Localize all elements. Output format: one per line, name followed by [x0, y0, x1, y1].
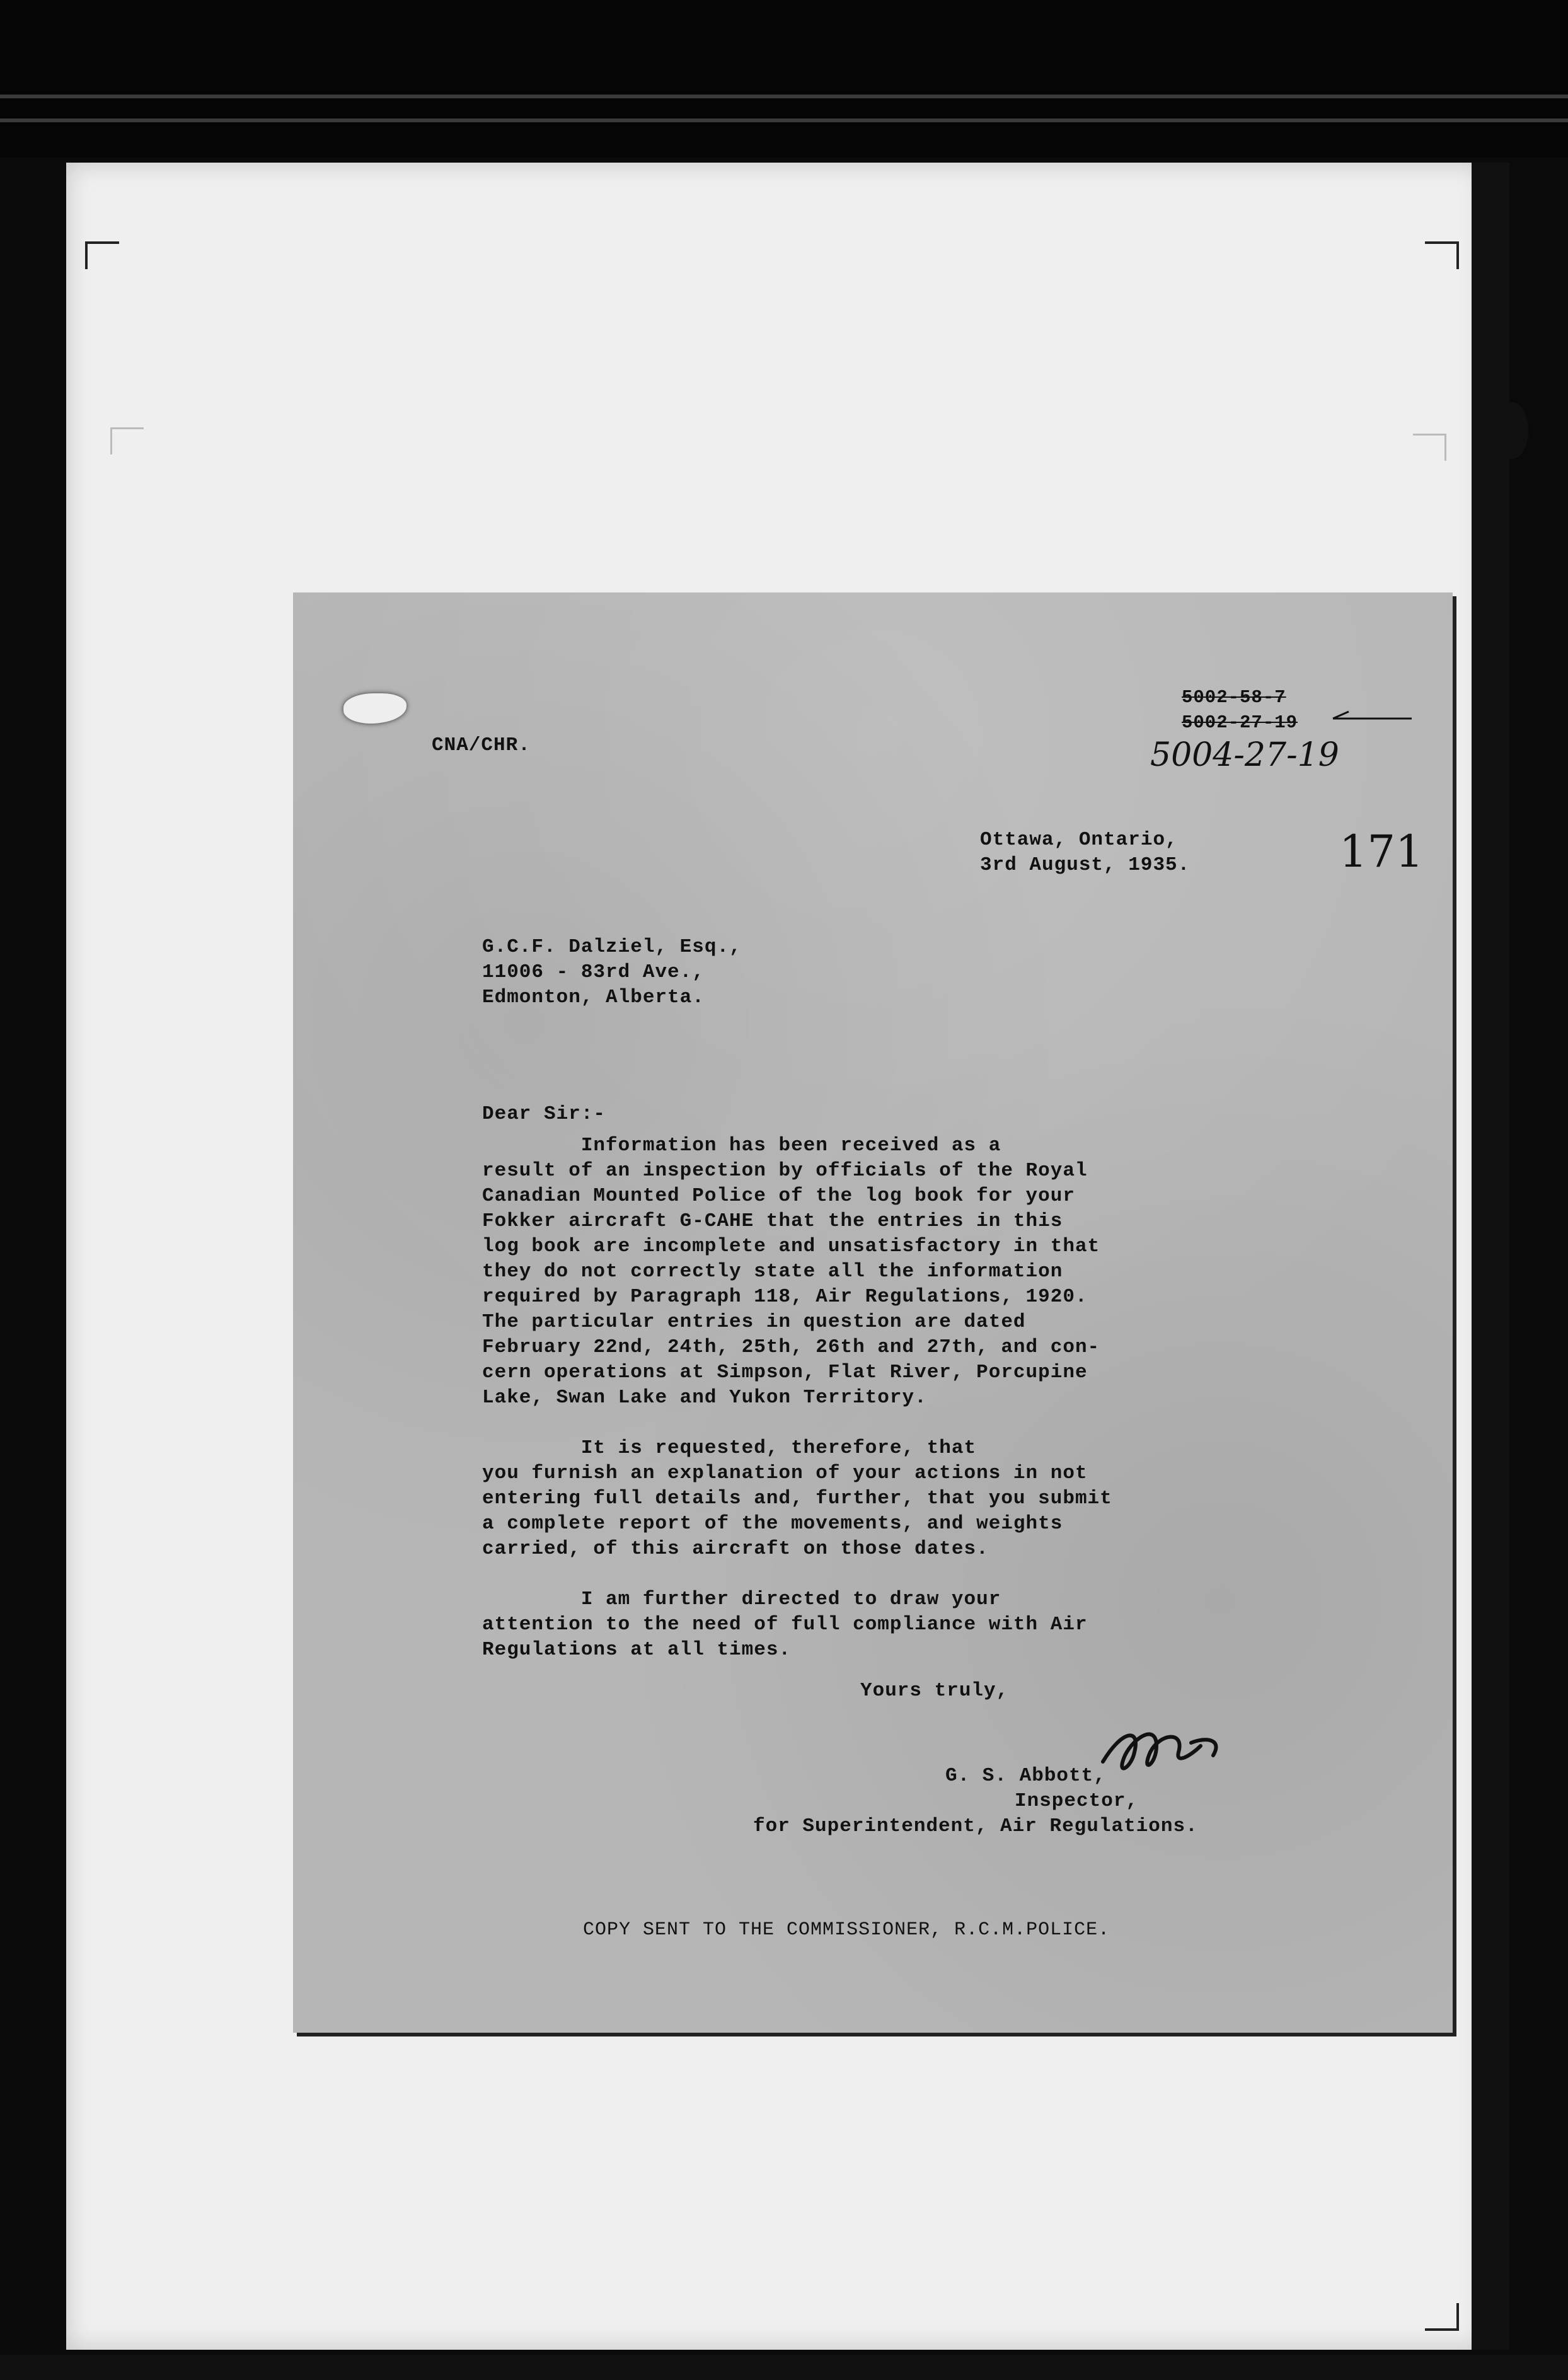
ink-blot [1497, 402, 1528, 459]
body-line: entering full details and, further, that you submit [482, 1488, 1112, 1510]
arrow-mark [1327, 709, 1415, 728]
crop-mark-inner-right [1413, 434, 1446, 461]
handwritten-signature [1097, 1718, 1235, 1787]
body-line: they do not correctly state all the information [482, 1261, 1063, 1283]
body-line: February 22nd, 24th, 25th, 26th and 27th, and con- [482, 1336, 1100, 1358]
salutation: Dear Sir:- [482, 1103, 606, 1125]
body-line: log book are incomplete and unsatisfactory in that [482, 1235, 1100, 1257]
crop-mark-inner-left [110, 427, 144, 454]
body-line: I am further directed to draw your [482, 1588, 1001, 1610]
body-line: carried, of this aircraft on those dates. [482, 1538, 989, 1560]
crop-mark-top-right [1425, 241, 1459, 269]
signatory-title: Inspector, [1015, 1790, 1139, 1812]
body-line: The particular entries in question are dated [482, 1311, 1026, 1333]
body-line: required by Paragraph 118, Air Regulations, 1920. [482, 1286, 1088, 1308]
signatory-for: for Superintendent, Air Regulations. [753, 1815, 1198, 1837]
body-line: Fokker aircraft G-CAHE that the entries in this [482, 1210, 1063, 1232]
body-line: you furnish an explanation of your actions in not [482, 1462, 1088, 1484]
date-line: 3rd August, 1935. [980, 854, 1190, 876]
letter-page [293, 592, 1453, 2033]
file-number-struck: 5002-58-7 [1182, 687, 1286, 708]
file-number-handwritten: 5004-27-19 [1150, 736, 1339, 774]
closing: Yours truly, [860, 1680, 1009, 1702]
addressee-line: Edmonton, Alberta. [482, 986, 705, 1008]
body-line: cern operations at Simpson, Flat River, Porcupine [482, 1361, 1088, 1384]
crop-mark-bottom-right [1425, 2303, 1459, 2331]
reference-initials: CNA/CHR. [432, 734, 531, 756]
film-scan-line [0, 118, 1568, 122]
film-border-bottom [0, 2355, 1568, 2380]
body-line: Information has been received as a [482, 1135, 1001, 1157]
body-line: Lake, Swan Lake and Yukon Territory. [482, 1387, 927, 1409]
body-line: Canadian Mounted Police of the log book for your [482, 1185, 1075, 1207]
addressee-line: 11006 - 83rd Ave., [482, 961, 705, 983]
body-line: a complete report of the movements, and weights [482, 1513, 1063, 1535]
addressee-line: G.C.F. Dalziel, Esq., [482, 936, 742, 958]
place-line: Ottawa, Ontario, [980, 829, 1178, 851]
crop-mark-top-left [85, 241, 119, 269]
frame-right-edge [1472, 163, 1509, 2350]
body-line: result of an inspection by officials of the Royal [482, 1160, 1088, 1182]
film-border-top [0, 0, 1568, 158]
film-scan-line [0, 95, 1568, 98]
body-line: Regulations at all times. [482, 1639, 792, 1661]
signatory-name: G. S. Abbott, [945, 1765, 1106, 1787]
body-line: It is requested, therefore, that [482, 1437, 977, 1459]
body-line: attention to the need of full compliance with Air [482, 1614, 1088, 1636]
folio-number: 171 [1339, 826, 1424, 877]
file-number-struck: 5002-27-19 [1182, 712, 1298, 733]
punch-hole-tear [343, 693, 406, 724]
copy-note: COPY SENT TO THE COMMISSIONER, R.C.M.POLICE. [583, 1919, 1110, 1941]
